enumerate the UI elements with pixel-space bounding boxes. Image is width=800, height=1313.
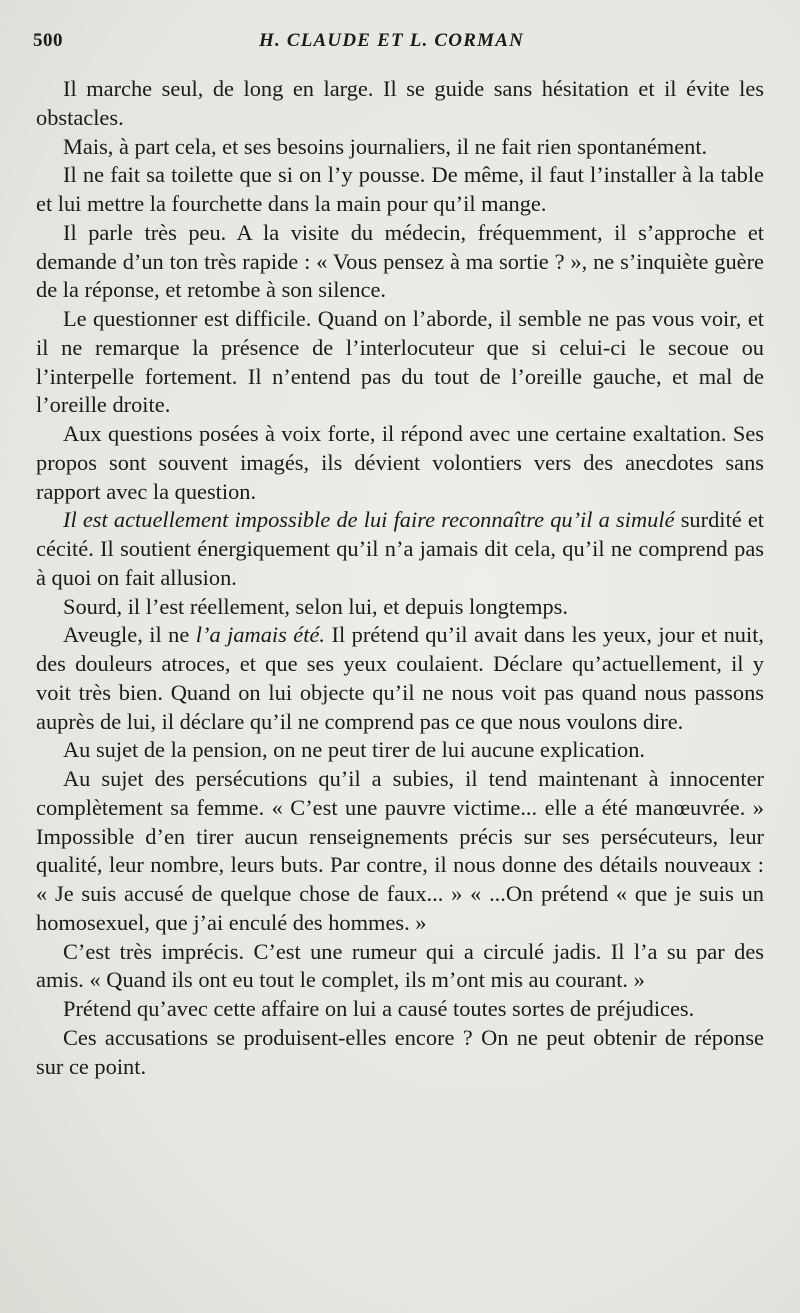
- paragraph: Il parle très peu. A la visite du médecin, fréquemment, il s’approche et demande d’un ton très rapide : « Vous pensez à ma sortie ? », ne s’inquiète guère de la réponse, et retombe à son silence.: [36, 219, 764, 303]
- page-number: 500: [33, 30, 63, 51]
- paragraph: Sourd, il l’est réellement, selon lui, et depuis longtemps.: [63, 593, 568, 619]
- paragraph: [36, 506, 764, 592]
- paragraph: Prétend qu’avec cette affaire on lui a causé toutes sortes de préjudices.: [63, 996, 695, 1021]
- text-run: Il prétend qu’il avait dans les yeux, jour et nuit, des douleurs atroces, et que ses yeux coulaient. Déclare qu’actuellement, il y voit très bien. Quand on lui objecte qu’il ne nous voit pas quand nous passons auprès de lui, il déclare qu’il ne comprend pas ce que nous voulons dire.: [36, 622, 765, 734]
- paragraph: C’est très imprécis. C’est une rumeur qui a circulé jadis. Il l’a su par des amis. « Quand ils ont eu tout le complet, ils m’ont mis au courant. »: [36, 938, 764, 993]
- italic-text: l’a jamais été.: [195, 622, 326, 648]
- paragraph: Il ne fait sa toilette que si on l’y pousse. De même, il faut l’installer à la table et lui mettre la fourchette dans la main pour qu’il mange.: [36, 162, 764, 216]
- body-text: [36, 75, 764, 1081]
- paragraph: Au sujet des persécutions qu’il a subies, il tend maintenant à innocenter complètement sa femme. « C’est une pauvre victime... elle a été manœuvrée. » Impossible d’en tirer aucun renseignements précis sur ses persécuteurs, leur qualité, leur nombre, leurs buts. Par contre, il nous donne des détails nouveaux : « Je suis accusé de quelque chose de faux... » « ...On prétend « que je suis un homosexuel, que j’ai enculé des hommes. »: [36, 766, 764, 935]
- text-run: surdité et cécité. Il soutient énergiquement qu’il n’a jamais dit cela, qu’il ne comprend pas à quoi on fait allusion.: [36, 507, 764, 590]
- italic-text: Il est actuellement impossible de lui faire reconnaître qu’il a simulé: [63, 507, 675, 533]
- paragraph: Mais, à part cela, et ses besoins journaliers, il ne fait rien spontanément.: [63, 133, 708, 159]
- running-head: H. CLAUDE ET L. CORMAN: [259, 30, 524, 51]
- text-run: Aveugle, il ne: [63, 622, 196, 648]
- paragraph: Il marche seul, de long en large. Il se guide sans hésitation et il évite les obstacles.: [36, 76, 764, 130]
- paragraph: Le questionner est difficile. Quand on l’aborde, il semble ne pas vous voir, et il ne remarque la présence de l’interlocuteur que si celui-ci le secoue ou l’interpelle fortement. Il n’entend pas du tout de l’oreille gauche, et mal de l’oreille droite.: [36, 306, 764, 418]
- paragraph: Au sujet de la pension, on ne peut tirer de lui aucune explication.: [63, 737, 645, 763]
- paragraph: [36, 621, 764, 736]
- paragraph: Ces accusations se produisent-elles encore ? On ne peut obtenir de réponse sur ce point.: [36, 1024, 764, 1079]
- page-header: [33, 30, 764, 58]
- paragraph: Aux questions posées à voix forte, il répond avec une certaine exaltation. Ses propos sont souvent imagés, ils dévient volontiers vers des anecdotes sans rapport avec la question.: [36, 421, 764, 504]
